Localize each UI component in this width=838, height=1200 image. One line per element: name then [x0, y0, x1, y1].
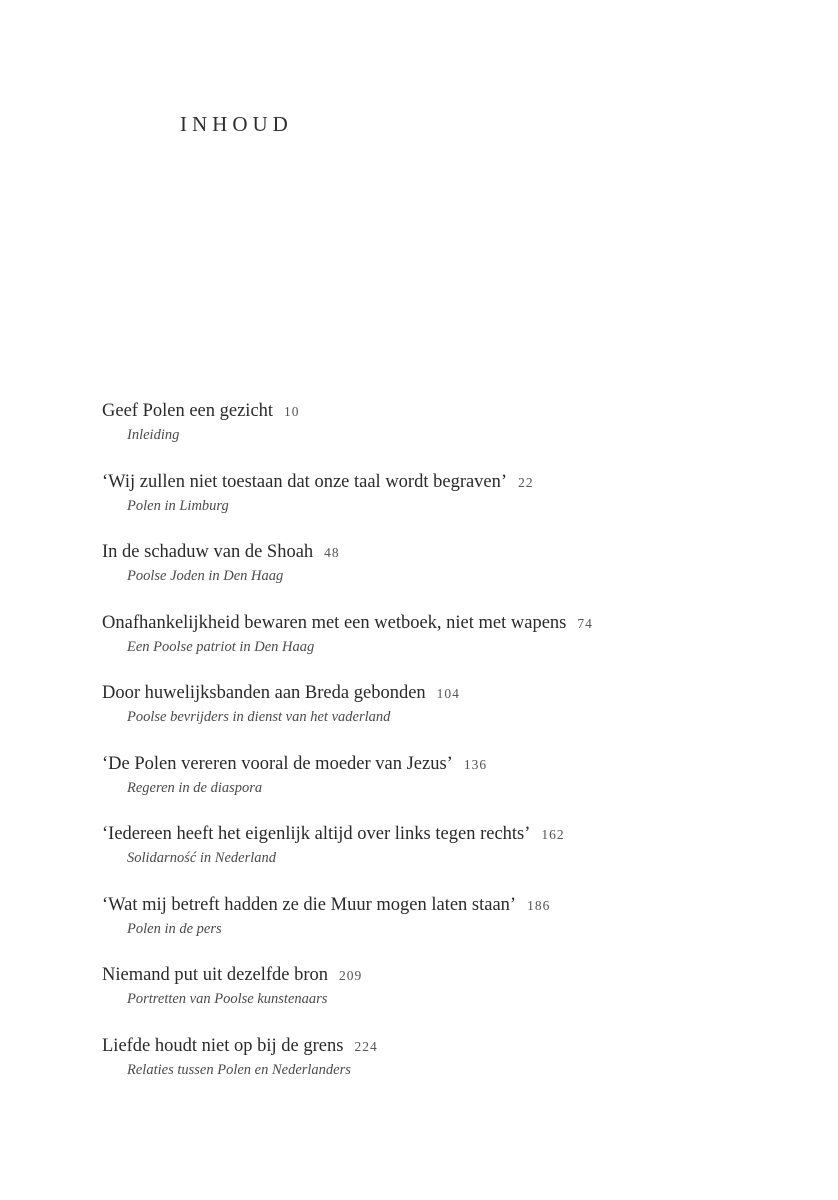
toc-entry-line	[102, 538, 802, 567]
toc-entry[interactable]	[102, 397, 802, 468]
toc-entry-title: ‘De Polen vereren vooral de moeder van Jezus’	[102, 753, 453, 774]
toc-entry-title: Niemand put uit dezelfde bron	[102, 965, 329, 985]
toc-entry-title: Liefde houdt niet op bij de grens	[102, 1035, 344, 1056]
toc-entry-subtitle: Polen in de pers	[127, 920, 222, 937]
toc-entry-subtitle: Solidarność in Nederland	[127, 850, 277, 866]
toc-entry-subtitle: Poolse bevrijders in dienst van het vaderland	[127, 709, 391, 725]
toc-entry-subtitle: Regeren in de diaspora	[127, 779, 263, 796]
toc-entry-subtitle: Polen in Limburg	[127, 497, 229, 514]
toc-entry-line	[102, 679, 802, 708]
toc-entry-page: 224	[354, 1038, 378, 1054]
toc-entry[interactable]	[102, 609, 802, 680]
toc-entry-title: ‘Wat mij betreft hadden ze die Muur mogen laten staan’	[102, 894, 517, 915]
toc-entry-title: Onafhankelijkheid bewaren met een wetboek, niet met wapens	[102, 612, 567, 633]
toc-entry-subtitle: Poolse Joden in Den Haag	[127, 568, 284, 584]
toc-entry[interactable]	[102, 468, 802, 539]
toc-entry[interactable]	[102, 891, 802, 962]
toc-entry[interactable]	[102, 1032, 802, 1103]
toc-entry[interactable]	[102, 750, 802, 821]
toc-entry-page: 209	[339, 968, 363, 983]
toc-entry-page: 136	[463, 756, 488, 772]
toc-entry-subtitle: Relaties tussen Polen en Nederlanders	[127, 1061, 351, 1078]
toc-entry-page: 162	[541, 827, 565, 842]
toc-entry-line	[102, 397, 802, 426]
toc-entry-title: ‘Iedereen heeft het eigenlijk altijd over links tegen rechts’	[102, 824, 531, 844]
table-of-contents	[102, 397, 802, 1102]
toc-entry-title: ‘Wij zullen niet toestaan dat onze taal wordt begraven’	[102, 471, 508, 492]
toc-entry-line	[102, 750, 802, 779]
toc-entry[interactable]	[102, 820, 802, 891]
toc-entry-title: In de schaduw van de Shoah	[102, 542, 314, 562]
toc-entry-page: 186	[527, 897, 551, 913]
toc-entry-line	[102, 468, 802, 497]
toc-entry[interactable]	[102, 961, 802, 1032]
toc-entry-line	[102, 961, 802, 990]
toc-entry-subtitle: Inleiding	[127, 427, 180, 443]
toc-entry-line	[102, 609, 802, 638]
toc-entry-subtitle: Een Poolse patriot in Den Haag	[127, 638, 315, 655]
toc-entry-line	[102, 820, 802, 849]
toc-entry-page: 10	[284, 404, 300, 419]
toc-entry-page: 48	[324, 545, 340, 560]
toc-entry[interactable]	[102, 679, 802, 750]
toc-entry-title: Door huwelijksbanden aan Breda gebonden	[102, 683, 426, 703]
toc-entry-subtitle: Portretten van Poolse kunstenaars	[127, 991, 328, 1007]
toc-entry-page: 74	[577, 615, 593, 631]
page-title: INHOUD	[180, 112, 293, 136]
toc-entry[interactable]	[102, 538, 802, 609]
toc-entry-page: 22	[518, 474, 534, 490]
toc-entry-page: 104	[436, 686, 460, 701]
toc-entry-title: Geef Polen een gezicht	[102, 401, 274, 421]
toc-entry-line	[102, 891, 802, 920]
toc-entry-line	[102, 1032, 802, 1061]
